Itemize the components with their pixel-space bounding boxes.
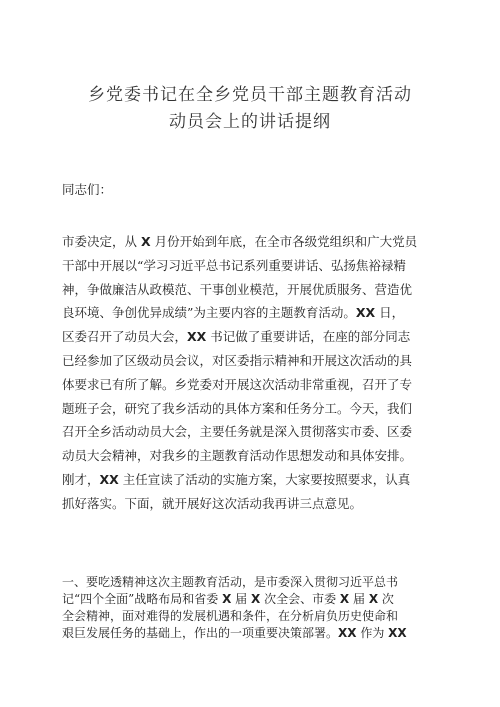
paragraph-line: 召开全乡活动动员大会，主要任务就是深入贯彻落实市委、区委 — [62, 424, 413, 440]
paragraph-line: 良环境、争创优异成绩”为主要内容的主题教育活动。XX 日， — [62, 305, 405, 321]
placeholder-mark: XX — [388, 626, 407, 640]
placeholder-mark: X — [339, 592, 350, 606]
paragraph-line: 神，争做廉洁从政模范、干事创业模范，开展优质服务、营造优 — [62, 281, 413, 297]
placeholder-mark: XX — [187, 329, 207, 345]
paragraph-line: 已经参加了区级动员会议，对区委指示精神和开展这次活动的具 — [62, 352, 413, 368]
paragraph-line: 记“四个全面”战略布局和省委 X 届 X 次全会、市委 X 届 X 次 — [62, 592, 394, 606]
greeting: 同志们： — [62, 182, 113, 197]
placeholder-mark: X — [251, 592, 261, 606]
paragraph-line: 题班子会，研究了我乡活动的具体方案和任务分工。今天，我们 — [62, 400, 413, 416]
placeholder-mark: X — [140, 234, 151, 249]
paragraph-line: 抓好落实。下面，就开展好这次活动我再讲三点意见。 — [62, 495, 363, 511]
placeholder-mark: XX — [338, 626, 357, 640]
paragraph-line: 艰巨发展任务的基础上，作出的一项重要决策部署。XX 作为 XX — [62, 626, 407, 640]
placeholder-mark: X — [222, 592, 232, 606]
placeholder-mark: XX — [355, 305, 376, 321]
document-title-line-1: 乡党委书记在全乡党员干部主题教育活动 — [88, 85, 412, 105]
paragraph-line: 市委决定，从 X 月份开始到年底，在全市各级党组织和广大党员 — [62, 234, 418, 249]
paragraph-line: 一、要吃透精神这次主题教育活动，是市委深入贯彻习近平总书 — [62, 575, 399, 589]
paragraph-line: 动员大会精神，对我乡的主题教育活动作思想发动和具体安排。 — [62, 448, 413, 464]
paragraph-line: 体要求已有所了解。乡党委对开展这次活动非常重视，召开了专 — [62, 376, 413, 392]
paragraph-line: 干部中开展以“学习习近平总书记系列重要讲话、弘扬焦裕禄精 — [62, 257, 406, 273]
placeholder-mark: X — [368, 592, 379, 606]
paragraph-line: 全会精神，面对难得的发展机遇和条件，在分析肩负历史使命和 — [62, 609, 399, 623]
paragraph-1 — [62, 230, 438, 516]
paragraph-2 — [62, 574, 438, 642]
paragraph-line: 刚才，XX 主任宣读了活动的实施方案，大家要按照要求，认真 — [62, 471, 411, 487]
paragraph-line: 区委召开了动员大会，XX 书记做了重要讲话，在座的部分同志 — [62, 329, 411, 345]
document-title-line-2: 动员会上的讲话提纲 — [169, 112, 331, 132]
placeholder-mark: XX — [99, 471, 119, 487]
